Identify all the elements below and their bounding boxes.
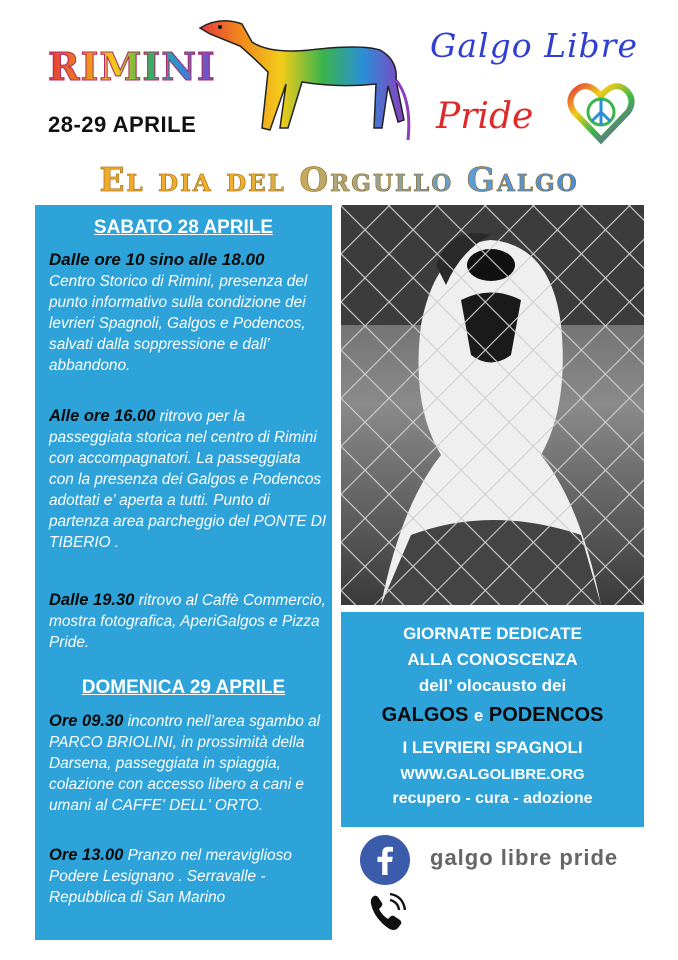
sunday-event-2	[49, 845, 327, 908]
brand-galgo-libre: Galgo Libre	[430, 26, 638, 65]
brand-pride: Pride	[436, 96, 534, 137]
and-label: e	[473, 706, 484, 725]
facebook-icon[interactable]	[360, 835, 410, 885]
city-title: RIMINI	[48, 44, 216, 89]
rainbow-greyhound-drawing	[190, 10, 415, 160]
galgos-label: GALGOS	[381, 704, 469, 726]
info-line-2: ALLA CONOSCENZA	[407, 650, 578, 669]
event-time: Ore 09.30	[49, 712, 124, 730]
event-text: Centro Storico di Rimini, presenza del punto informativo sulla condizione dei levrieri Spagnoli, Galgos e Podencos, salvati dalla soppressione e dall’ abbandono.	[49, 273, 308, 374]
saturday-title: SABATO 28 APRILE	[93, 217, 274, 238]
saturday-event-2	[49, 406, 327, 553]
saturday-event-1	[49, 249, 327, 376]
info-line-5: I LEVRIERI SPAGNOLI	[402, 738, 583, 757]
program-panel	[35, 205, 332, 940]
event-dates: 28-29 APRILE	[48, 112, 197, 137]
info-line-1: GIORNATE DEDICATE	[403, 624, 582, 643]
sunday-title: DOMENICA 29 APRILE	[81, 677, 286, 698]
event-text: ritrovo al Caffè Commercio, mostra fotografica, AperiGalgos e Pizza Pride.	[49, 592, 326, 651]
social-handle: galgo libre pride	[430, 845, 619, 870]
podencos-label: PODENCOS	[488, 704, 604, 726]
dog-photo	[341, 205, 644, 605]
saturday-event-3	[49, 590, 327, 653]
event-time: Dalle 19.30	[49, 591, 135, 609]
rainbow-heart-peace-icon	[566, 82, 636, 146]
info-panel	[341, 612, 644, 827]
event-time: Ore 13.00	[49, 846, 124, 864]
info-line-3: dell’ olocausto dei	[418, 676, 567, 695]
tagline: recupero - cura - adozione	[392, 790, 593, 807]
event-text: incontro nell’area sgambo al PARCO BRIOLINI, in prossimità della Darsena, passeggiata in spiaggia, colazione con accesso libero a cani e umani al CAFFE' DELL' ORTO.	[49, 713, 321, 814]
headline: El dia del Orgullo Galgo	[0, 160, 678, 199]
phone-icon[interactable]	[368, 892, 406, 932]
info-breeds	[341, 704, 644, 727]
event-time: Alle ore 16.00	[49, 407, 156, 425]
event-text: Pranzo nel meraviglioso Podere Lesignano . Serravalle - Repubblica di San Marino	[49, 847, 292, 906]
website-link[interactable]: WWW.GALGOLIBRE.ORG	[400, 766, 585, 783]
sunday-event-1	[49, 711, 327, 816]
howling-galgo-behind-fence-image	[341, 205, 644, 605]
event-time: Dalle ore 10 sino alle 18.00	[49, 250, 265, 269]
event-text: ritrovo per la passeggiata storica nel centro di Rimini con accompagnatori. La passeggiata con la presenza dei Galgos e Podencos adottati e’ aperta a tutti. Punto di partenza area parcheggio del PONTE DI TIBERIO .	[49, 408, 327, 551]
